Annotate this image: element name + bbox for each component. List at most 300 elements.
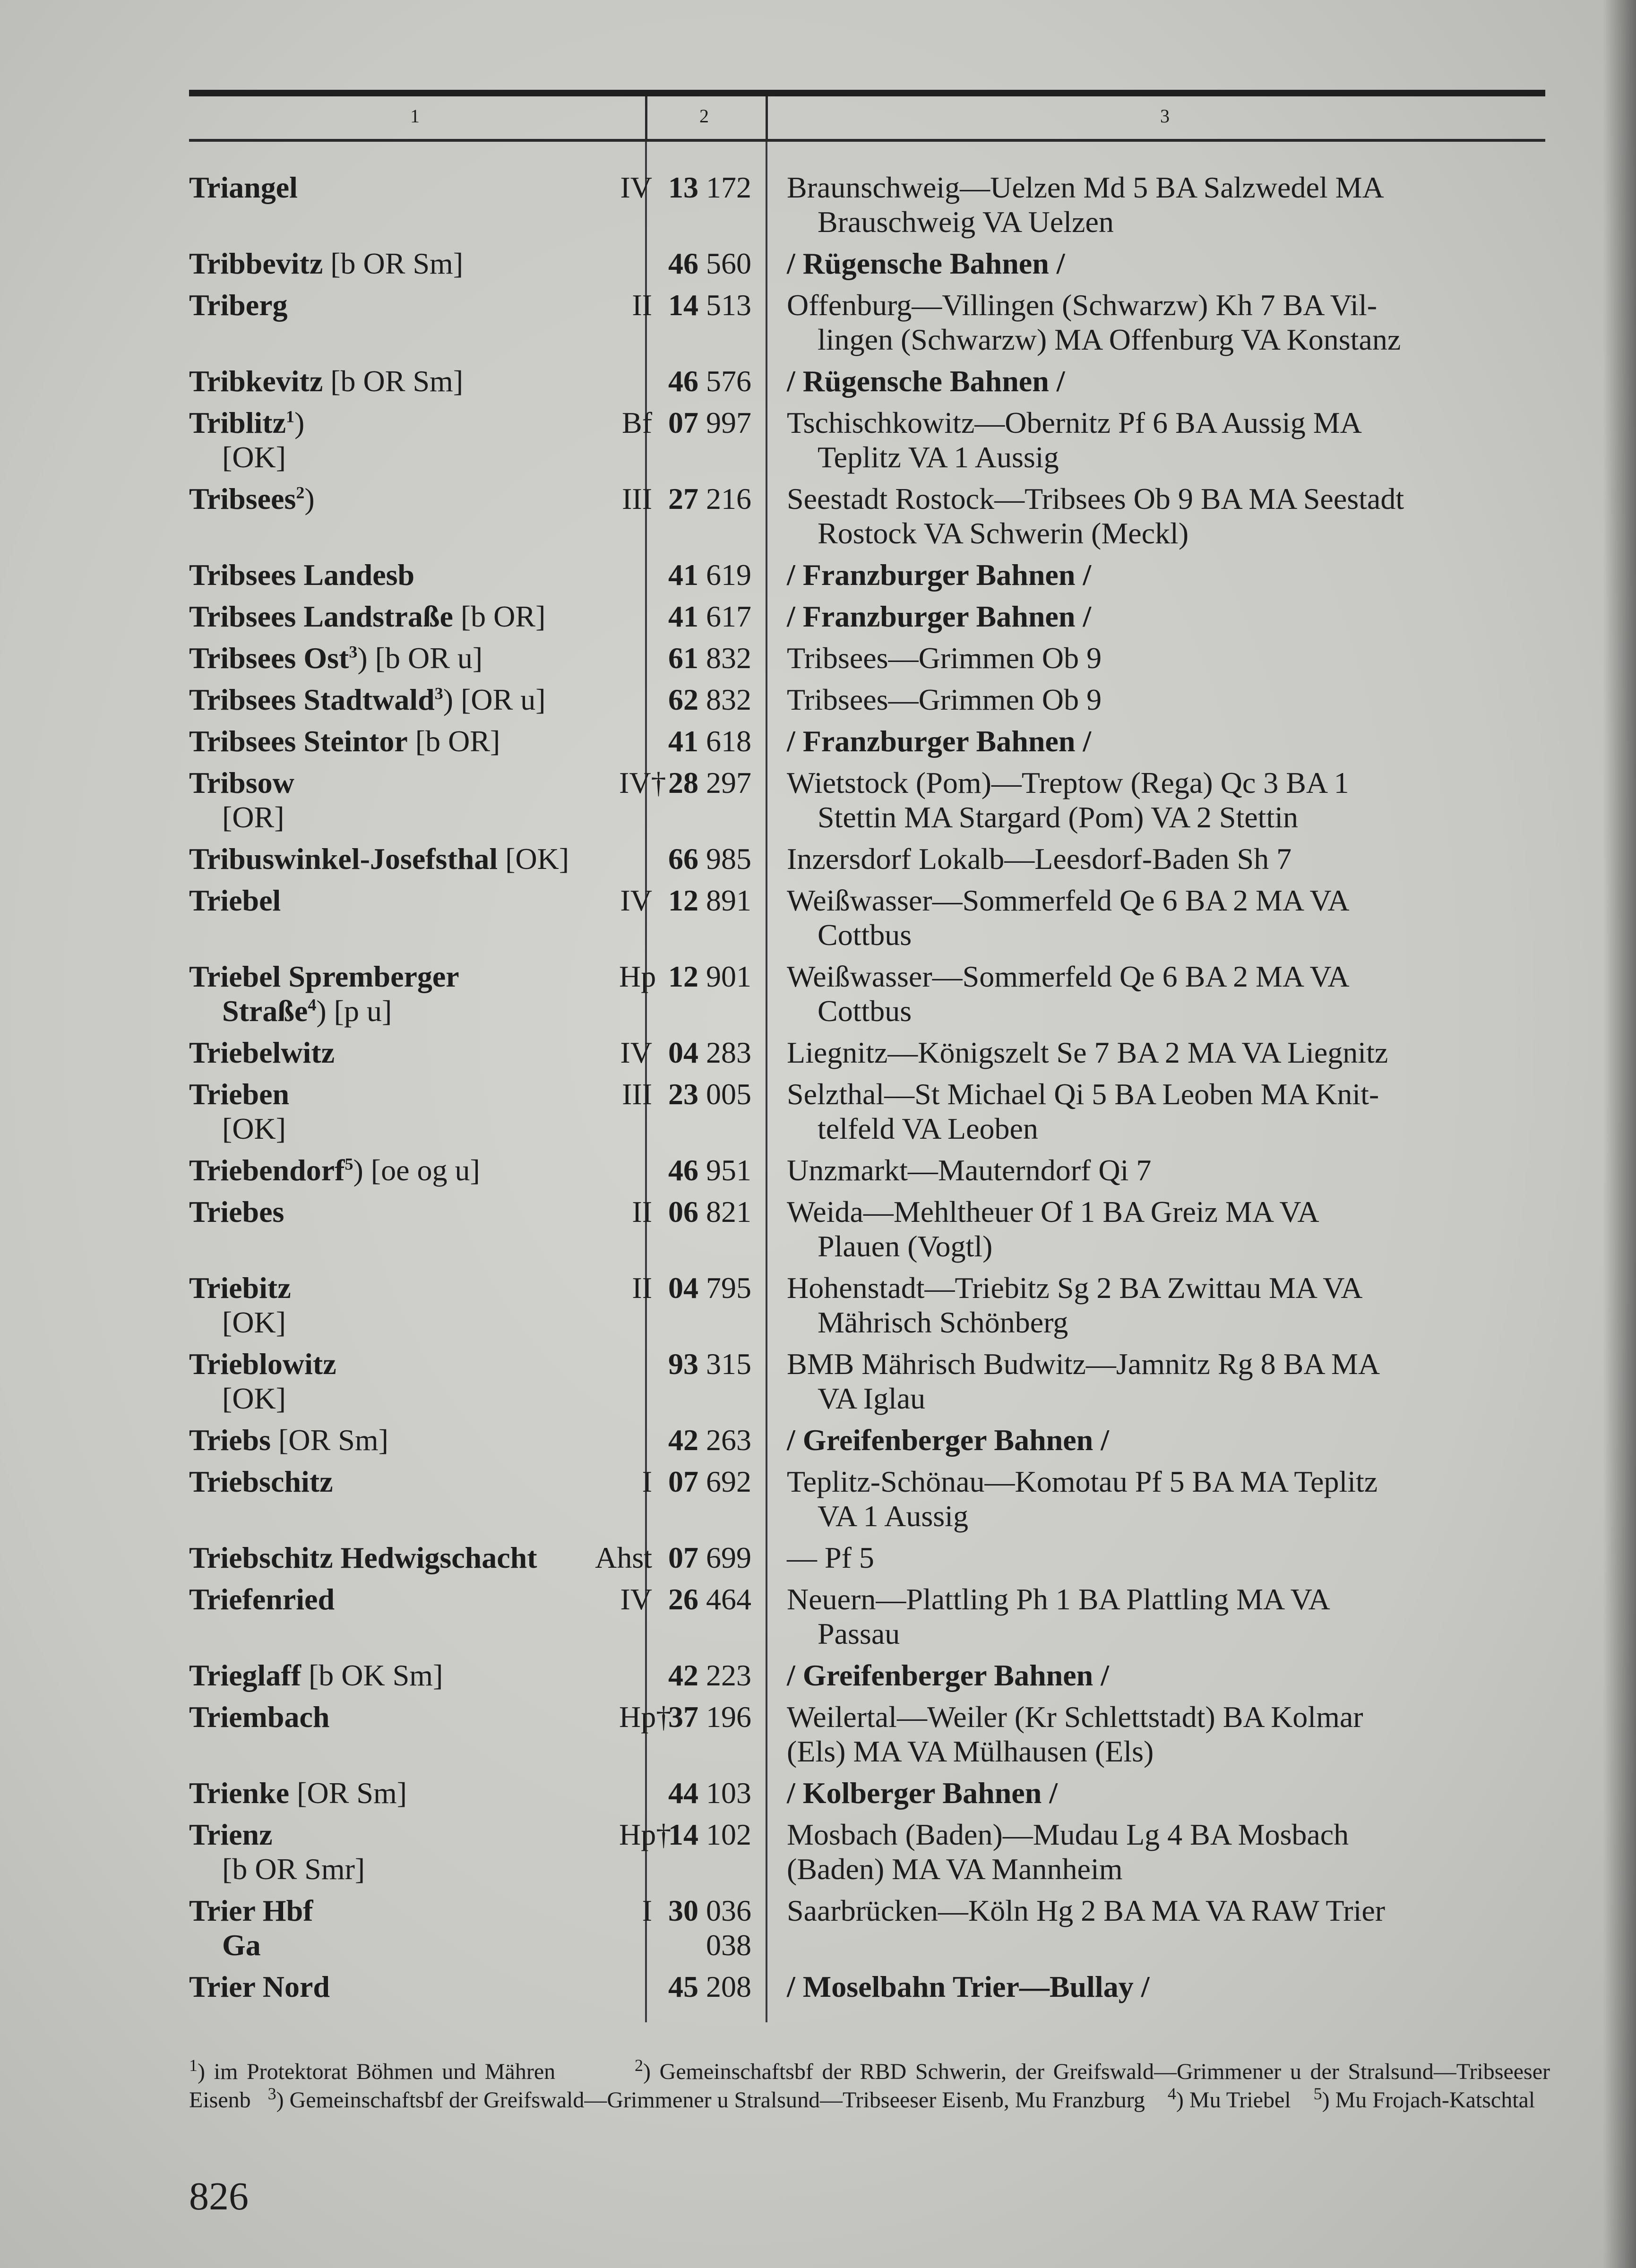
- table-row: [189, 641, 1545, 675]
- station-subline-text: Ga: [222, 1928, 261, 1962]
- station-code: 901: [706, 960, 751, 993]
- station-code: 216: [706, 482, 751, 515]
- station-subline-text: [b OR Smr]: [222, 1852, 365, 1886]
- station-number: [657, 1817, 766, 1886]
- route-line: Neuern—Plattling Ph 1 BA Plattling MA VA: [787, 1582, 1330, 1616]
- station-class: II: [632, 1195, 652, 1228]
- route-description: [766, 481, 1545, 550]
- station-cell: [189, 1817, 619, 1886]
- station-cell: [189, 883, 619, 952]
- station-name: Tribsees Steintor: [189, 724, 408, 758]
- station-annotation: [b OR Sm]: [323, 364, 464, 398]
- station-code: 297: [706, 766, 751, 799]
- route-line: / Rügensche Bahnen /: [787, 247, 1065, 280]
- station-subline: [189, 1928, 619, 1962]
- station-code-prefix: 41: [668, 558, 698, 592]
- route-description: [766, 1194, 1545, 1263]
- route-line-continued: Passau: [818, 1617, 900, 1650]
- station-code-prefix: 66: [668, 842, 698, 876]
- station-number: [657, 641, 766, 675]
- station-name: Triblitz: [189, 406, 286, 439]
- station-class: [619, 1153, 657, 1187]
- route-line-continued: telfeld VA Leoben: [818, 1112, 1038, 1145]
- station-code: 560: [706, 247, 751, 280]
- station-cell: [189, 682, 619, 717]
- route-line: / Franzburger Bahnen /: [787, 600, 1092, 633]
- route-line: / Franzburger Bahnen /: [787, 724, 1092, 758]
- station-class: [619, 599, 657, 634]
- station-number: [657, 599, 766, 634]
- station-code-prefix: 46: [668, 364, 698, 398]
- footnote-ref: 5: [344, 1154, 353, 1174]
- route-description: [766, 1464, 1545, 1533]
- station-number: [657, 1540, 766, 1575]
- table-row: [189, 364, 1545, 398]
- station-cell: [189, 1893, 619, 1962]
- station-number: [657, 1153, 766, 1187]
- route-line-continued: (Els) MA VA Mülhausen (Els): [787, 1735, 1154, 1768]
- route-line: Weißwasser—Sommerfeld Qe 6 BA 2 MA VA: [787, 884, 1350, 917]
- station-class: Ahst: [595, 1541, 652, 1574]
- route-line-continued: Plauen (Vogtl): [818, 1229, 993, 1263]
- route-line: / Greifenberger Bahnen /: [787, 1423, 1110, 1457]
- route-line-continued: Stettin MA Stargard (Pom) VA 2 Stettin: [818, 800, 1298, 834]
- station-code-prefix: 12: [668, 960, 698, 993]
- route-line: / Greifenberger Bahnen /: [787, 1658, 1110, 1692]
- table-row: [189, 1194, 1545, 1263]
- footnote-2: Gemeinschaftsbf der RBD Schwerin, der Greifswald—Grimmener u der Stralsund—Tribseeser Eisenb: [189, 2059, 1550, 2113]
- table-row: [189, 1776, 1545, 1810]
- station-cell: [189, 558, 619, 592]
- station-annotation: [b OR]: [453, 600, 546, 633]
- route-line: Unzmarkt—Mauterndorf Qi 7: [787, 1153, 1152, 1187]
- station-code: 618: [706, 724, 751, 758]
- station-code-prefix: 41: [668, 724, 698, 758]
- table-row: [189, 682, 1545, 717]
- route-line: Mosbach (Baden)—Mudau Lg 4 BA Mosbach: [787, 1818, 1349, 1851]
- route-description: [766, 765, 1545, 834]
- header-bottom-rule: [189, 139, 1545, 142]
- header-col-2: 2: [699, 105, 709, 127]
- station-name: Trieblowitz: [189, 1347, 336, 1381]
- station-code-prefix: 07: [668, 406, 698, 439]
- route-description: [766, 1153, 1545, 1187]
- station-code-prefix: 13: [668, 171, 698, 204]
- station-cell: [189, 959, 619, 1028]
- station-cell: [189, 842, 619, 876]
- station-code: 985: [706, 842, 751, 876]
- station-class: [619, 246, 657, 281]
- station-code-prefix: 04: [668, 1271, 698, 1305]
- route-description: [766, 246, 1545, 281]
- station-cell: [189, 1423, 619, 1457]
- station-number: [657, 246, 766, 281]
- footnote-1: im Protektorat Böhmen und Mähren: [214, 2059, 556, 2084]
- station-name: Triebschitz: [189, 1465, 333, 1498]
- station-code-prefix: 42: [668, 1658, 698, 1692]
- station-name: Tribkevitz: [189, 364, 323, 398]
- station-name: Tribsees Ost: [189, 641, 349, 675]
- station-code: 619: [706, 558, 751, 592]
- station-class: II: [632, 1271, 652, 1305]
- station-code: 103: [706, 1776, 751, 1810]
- route-line-continued: Cottbus: [818, 918, 912, 952]
- station-name: Triefenried: [189, 1582, 335, 1616]
- route-line: Tribsees—Grimmen Ob 9: [787, 683, 1102, 716]
- station-code: 832: [706, 683, 751, 716]
- station-subline-text: [OK]: [222, 1112, 286, 1145]
- station-code-prefix: 28: [668, 766, 698, 799]
- station-annotation: [b OR]: [407, 724, 500, 758]
- station-name-wrap: [189, 1540, 537, 1575]
- station-name: Tribsees: [189, 482, 296, 515]
- station-code-prefix: 44: [668, 1776, 698, 1810]
- station-code-prefix: 37: [668, 1700, 698, 1734]
- station-name: Tribsees Landesb: [189, 558, 415, 592]
- station-code: 223: [706, 1658, 751, 1692]
- station-annotation: ): [304, 482, 315, 515]
- station-number: [657, 1077, 766, 1146]
- station-code: 891: [706, 884, 751, 917]
- station-class: IV: [620, 884, 652, 917]
- station-class: IV: [620, 1582, 652, 1616]
- table-row: [189, 1700, 1545, 1769]
- station-cell: [189, 1582, 619, 1651]
- station-code-prefix: 23: [668, 1077, 698, 1111]
- station-subline: [189, 1381, 619, 1416]
- table-row: [189, 481, 1545, 550]
- table-row: [189, 558, 1545, 592]
- station-number: [657, 1776, 766, 1810]
- route-description: [766, 959, 1545, 1028]
- station-class: [619, 1423, 657, 1457]
- station-number: [657, 883, 766, 952]
- route-line-continued: Mährisch Schönberg: [818, 1306, 1068, 1339]
- route-description: [766, 1817, 1545, 1886]
- route-description: [766, 1035, 1545, 1070]
- station-subline: [189, 1111, 619, 1146]
- station-number: [657, 1423, 766, 1457]
- station-name: Triebelwitz: [189, 1036, 335, 1069]
- station-name: Triebitz: [189, 1271, 291, 1305]
- station-code: 832: [706, 641, 751, 675]
- table-row: [189, 288, 1545, 357]
- station-class: III: [622, 482, 652, 515]
- table-row: [189, 1540, 1545, 1575]
- station-class: [619, 1658, 657, 1692]
- route-description: [766, 1540, 1545, 1575]
- footnote-ref: 4: [308, 995, 317, 1014]
- station-cell: [189, 246, 619, 281]
- route-line: / Rügensche Bahnen /: [787, 364, 1065, 398]
- station-cell: [189, 599, 619, 634]
- station-name: Triebel Spremberger: [189, 960, 459, 993]
- station-name: Tribsees Stadtwald: [189, 683, 435, 716]
- station-number: [657, 1035, 766, 1070]
- footnote-ref: 2: [296, 483, 305, 502]
- route-description: [766, 1347, 1545, 1416]
- header-separator-2: [766, 96, 768, 142]
- station-name: Trienke: [189, 1776, 290, 1810]
- route-description: [766, 682, 1545, 717]
- route-line: Braunschweig—Uelzen Md 5 BA Salzwedel MA: [787, 171, 1384, 204]
- station-name: Tribsow: [189, 766, 294, 799]
- route-description: [766, 599, 1545, 634]
- station-class: [619, 724, 657, 758]
- route-line: Tribsees—Grimmen Ob 9: [787, 641, 1102, 675]
- station-cell: [189, 1658, 619, 1692]
- station-cell: [189, 170, 619, 239]
- station-number: [657, 842, 766, 876]
- station-number: [657, 1464, 766, 1533]
- station-annotation: [OR Sm]: [289, 1776, 407, 1810]
- table-row: [189, 724, 1545, 758]
- station-code-prefix: 61: [668, 641, 698, 675]
- station-code-alt: 038: [706, 1928, 751, 1962]
- station-code-prefix: 27: [668, 482, 698, 515]
- route-line-continued: (Baden) MA VA Mannheim: [787, 1852, 1123, 1886]
- table-row: [189, 1035, 1545, 1070]
- station-number: [657, 558, 766, 592]
- station-number: [657, 1700, 766, 1769]
- station-code: 102: [706, 1818, 751, 1851]
- station-class: II: [632, 288, 652, 322]
- station-number: [657, 481, 766, 550]
- table-header: [189, 90, 1545, 142]
- route-line-continued: VA Iglau: [818, 1382, 926, 1415]
- station-name: Trieben: [189, 1077, 290, 1111]
- station-cell: [189, 724, 619, 758]
- route-line: Offenburg—Villingen (Schwarzw) Kh 7 BA Vil-: [787, 288, 1378, 322]
- station-class: IV: [620, 171, 652, 204]
- station-cell: [189, 1540, 657, 1575]
- station-class: I: [642, 1465, 652, 1498]
- header-separator-1: [645, 96, 647, 142]
- station-cell: [189, 1077, 619, 1146]
- route-description: [766, 724, 1545, 758]
- station-class: IV: [620, 1036, 652, 1069]
- station-code: 196: [706, 1700, 751, 1734]
- station-name: Triebs: [189, 1423, 271, 1457]
- station-code: 513: [706, 288, 751, 322]
- station-code-prefix: 62: [668, 683, 698, 716]
- station-code: 036: [706, 1894, 751, 1927]
- route-line: BMB Mährisch Budwitz—Jamnitz Rg 8 BA MA: [787, 1347, 1380, 1381]
- station-cell: [189, 1035, 619, 1070]
- station-number: [657, 1582, 766, 1651]
- station-class: Hp†: [619, 1818, 672, 1851]
- station-code-prefix: 06: [668, 1195, 698, 1228]
- route-line: Hohenstadt—Triebitz Sg 2 BA Zwittau MA VA: [787, 1271, 1363, 1305]
- station-code-prefix: 30: [668, 1894, 698, 1927]
- station-annotation: [b OK Sm]: [301, 1658, 443, 1692]
- station-code: 692: [706, 1465, 751, 1498]
- route-description: [766, 1582, 1545, 1651]
- station-code: 464: [706, 1582, 751, 1616]
- station-class: [619, 1969, 657, 2004]
- table-row: [189, 842, 1545, 876]
- station-name: Trier Nord: [189, 1970, 330, 2003]
- header-col-1: 1: [410, 105, 420, 127]
- route-line: Weilertal—Weiler (Kr Schlettstadt) BA Kolmar: [787, 1700, 1363, 1734]
- station-cell: [189, 481, 619, 550]
- station-code-prefix: 12: [668, 884, 698, 917]
- route-line: Teplitz-Schönau—Komotau Pf 5 BA MA Teplitz: [787, 1465, 1378, 1498]
- station-name: Tribsees Landstraße: [189, 600, 453, 633]
- station-name: Trienz: [189, 1818, 273, 1851]
- route-description: [766, 405, 1545, 474]
- station-class: [619, 558, 657, 592]
- station-number: [657, 765, 766, 834]
- station-class: [619, 682, 657, 717]
- station-annotation: ) [oe og u]: [353, 1153, 480, 1187]
- route-description: [766, 1423, 1545, 1457]
- station-cell: [189, 405, 619, 474]
- table-row: [189, 765, 1545, 834]
- station-name: Tribuswinkel-Josefsthal: [189, 842, 498, 876]
- station-code: 283: [706, 1036, 751, 1069]
- route-description: [766, 1776, 1545, 1810]
- station-annotation: [OR Sm]: [271, 1423, 388, 1457]
- route-line: / Moselbahn Trier—Bullay /: [787, 1970, 1150, 2003]
- station-name: Triberg: [189, 288, 288, 322]
- table-row: [189, 170, 1545, 239]
- station-number: [657, 405, 766, 474]
- table-row: [189, 959, 1545, 1028]
- station-annotation: [OK]: [498, 842, 569, 876]
- station-number: [657, 959, 766, 1028]
- table-row: [189, 1582, 1545, 1651]
- footnote-3: Gemeinschaftsbf der Greifswald—Grimmener u Stralsund—Tribseeser Eisenb, Mu Franzburg: [289, 2088, 1145, 2113]
- station-code: 821: [706, 1195, 751, 1228]
- route-description: [766, 842, 1545, 876]
- route-line-continued: Rostock VA Schwerin (Meckl): [818, 516, 1189, 550]
- route-line: / Kolberger Bahnen /: [787, 1776, 1058, 1810]
- station-name: Triembach: [189, 1700, 330, 1734]
- route-line-continued: Brauschweig VA Uelzen: [818, 205, 1114, 239]
- station-annotation: [b OR Sm]: [323, 247, 464, 280]
- station-name: Trier Hbf: [189, 1894, 313, 1927]
- station-cell: [189, 765, 619, 834]
- table-row: [189, 1153, 1545, 1187]
- station-code-prefix: 45: [668, 1970, 698, 2003]
- table-row: [189, 405, 1545, 474]
- station-class: Bf: [622, 406, 652, 439]
- station-name: Triebschitz Hedwigschacht: [189, 1541, 537, 1574]
- station-cell: [189, 1153, 619, 1187]
- station-code: 263: [706, 1423, 751, 1457]
- footnote-ref: 3: [434, 684, 443, 703]
- route-line: Weißwasser—Sommerfeld Qe 6 BA 2 MA VA: [787, 960, 1350, 993]
- table-row: [189, 1893, 1545, 1962]
- footnote-ref: 3: [349, 642, 358, 662]
- footnote-5: Mu Frojach-Katschtal: [1335, 2088, 1535, 2113]
- route-line-continued: VA 1 Aussig: [818, 1499, 968, 1533]
- station-name: Trieglaff: [189, 1658, 301, 1692]
- station-code-prefix: 14: [668, 1818, 698, 1851]
- station-name: Triangel: [189, 171, 298, 204]
- route-description: [766, 1271, 1545, 1340]
- route-description: [766, 170, 1545, 239]
- station-code-prefix: 07: [668, 1541, 698, 1574]
- footnote-ref: 1: [286, 407, 294, 426]
- station-class: Hp†: [619, 1700, 672, 1734]
- station-annotation: ): [294, 406, 305, 439]
- station-cell: [189, 641, 619, 675]
- station-subline: [189, 1852, 619, 1886]
- station-class: [619, 641, 657, 675]
- station-code-prefix: 46: [668, 247, 698, 280]
- station-code-prefix: 41: [668, 600, 698, 633]
- station-code: 795: [706, 1271, 751, 1305]
- route-line-continued: Teplitz VA 1 Aussig: [818, 440, 1059, 474]
- station-subline: [189, 800, 619, 834]
- table-row: [189, 1969, 1545, 2004]
- station-code: 576: [706, 364, 751, 398]
- station-subline-text: Straße: [222, 994, 308, 1028]
- station-code-prefix: 07: [668, 1465, 698, 1498]
- table-row: [189, 1817, 1545, 1886]
- table-row: [189, 883, 1545, 952]
- station-subline-text: [OK]: [222, 440, 286, 474]
- route-description: [766, 364, 1545, 398]
- station-annotation: ) [b OR u]: [357, 641, 483, 675]
- station-annotation: ) [OR u]: [443, 683, 546, 716]
- station-class: [619, 1347, 657, 1416]
- station-code: 005: [706, 1077, 751, 1111]
- page-edge-shadow: [1603, 0, 1636, 2268]
- station-number: [657, 1271, 766, 1340]
- route-line: Selzthal—St Michael Qi 5 BA Leoben MA Knit-: [787, 1077, 1379, 1111]
- page-number: 826: [189, 2174, 249, 2218]
- station-cell: [189, 1464, 619, 1533]
- table-row: [189, 1271, 1545, 1340]
- station-class: Hp: [619, 960, 656, 993]
- table-row: [189, 1464, 1545, 1533]
- route-description: [766, 1700, 1545, 1769]
- route-line: Tschischkowitz—Obernitz Pf 6 BA Aussig MA: [787, 406, 1362, 439]
- station-code: 208: [706, 1970, 751, 2003]
- route-description: [766, 641, 1545, 675]
- station-code-prefix: 14: [668, 288, 698, 322]
- station-number: [657, 1347, 766, 1416]
- station-number: [657, 1658, 766, 1692]
- route-description: [766, 1893, 1545, 1962]
- station-code: 315: [706, 1347, 751, 1381]
- station-number: [657, 364, 766, 398]
- footnotes: $^1$) im Protektorat Böhmen und Mähren $^2$) Gemeinschaftsbf der RBD Schwerin, der Greifswald—Grimmener u der Stralsund—Tribseeser Eisenb $^3$) Gemeinschaftsbf der Greifswald—Grimmener u Stralsund—Tribseeser Eisenb, Mu Franzburg $^4$) Mu Triebel $^5$) Mu Frojach-Katschtal: [189, 2056, 1550, 2113]
- route-line-continued: lingen (Schwarzw) MA Offenburg VA Konstanz: [818, 323, 1401, 356]
- station-name: Triebendorf: [189, 1153, 345, 1187]
- station-table: [189, 170, 1545, 2011]
- station-number: [657, 170, 766, 239]
- route-description: [766, 1969, 1545, 2004]
- table-row: [189, 246, 1545, 281]
- footnote-4: Mu Triebel: [1189, 2088, 1291, 2113]
- station-class: [619, 364, 657, 398]
- station-class: [619, 1776, 657, 1810]
- station-code: 617: [706, 600, 751, 633]
- station-code-prefix: 42: [668, 1423, 698, 1457]
- table-row: [189, 1077, 1545, 1146]
- station-annotation: ) [p u]: [316, 994, 392, 1028]
- station-cell: [189, 1700, 619, 1769]
- station-subline-text: [OK]: [222, 1382, 286, 1415]
- route-description: [766, 1077, 1545, 1146]
- station-cell: [189, 1969, 619, 2004]
- station-class: III: [622, 1077, 652, 1111]
- station-number: [657, 1969, 766, 2004]
